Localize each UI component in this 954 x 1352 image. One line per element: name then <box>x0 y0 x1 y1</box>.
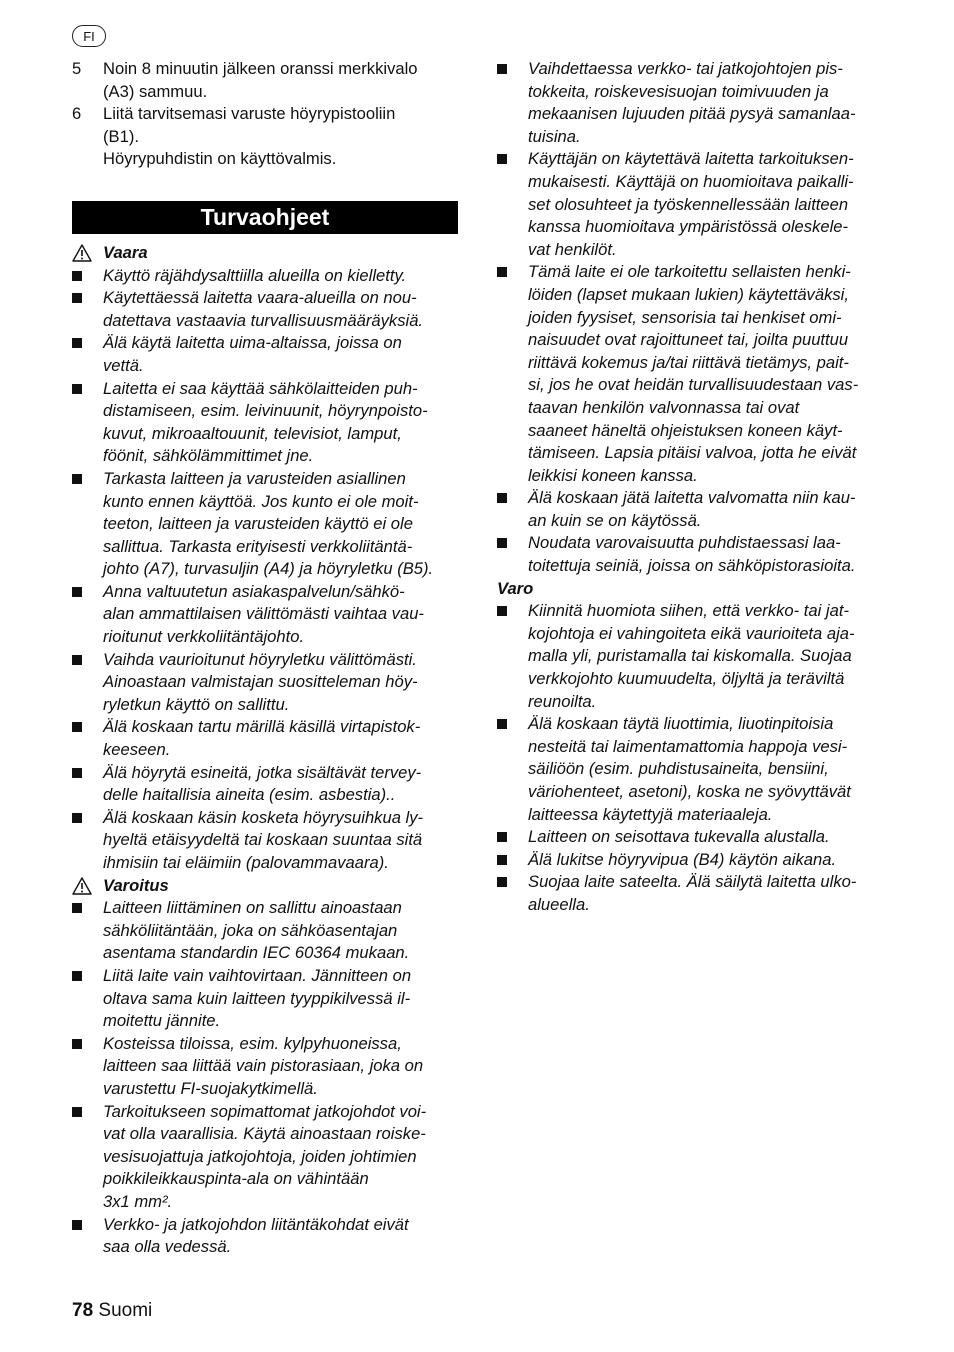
square-bullet-icon <box>497 154 507 164</box>
list-item-line: Kiinnitä huomiota siihen, että verkko- tai jat- <box>528 601 849 621</box>
square-bullet-icon <box>72 1220 82 1230</box>
list-item-line: saa olla vedessä. <box>103 1237 232 1257</box>
list-item-line: Älä käytä laitetta uima-altaissa, joissa on <box>103 333 402 353</box>
list-item-line: säiliöön (esim. puhdistusaineita, bensiini, <box>528 759 829 779</box>
page-number: 78 <box>72 1300 94 1321</box>
square-bullet-icon <box>72 655 82 665</box>
list-item-line: sallittua. Tarkasta erityisesti verkkoliitäntä- <box>103 536 413 556</box>
list-item-line: naisuudet ovat rajoittuneet tai, joilta puuttuu <box>528 330 849 350</box>
step-text-line: Liitä tarvitsemasi varuste höyrypistooliin <box>103 104 396 124</box>
list-item-line: alueella. <box>528 894 590 914</box>
square-bullet-icon <box>72 1107 82 1117</box>
step-list <box>72 58 460 171</box>
list-item-line: laitteessa käytettyjä materiaaleja. <box>528 804 773 824</box>
square-bullet-icon <box>497 538 507 548</box>
list-item-line: distamiseen, esim. leivinuunit, höyrynpoisto- <box>103 401 428 421</box>
list-item-line: Älä koskaan jätä laitetta valvomatta niin kau- <box>528 488 856 508</box>
square-bullet-icon <box>497 719 507 729</box>
list-item-line: alan ammattilaisen välittömästi vaihtaa vau- <box>103 604 424 624</box>
square-bullet-icon <box>497 832 507 842</box>
list-item-line: Tarkoitukseen sopimattomat jatkojohdot voi- <box>103 1101 427 1121</box>
list-item-line: tokkeita, roiskevesisuojan toimivuuden ja <box>528 81 829 101</box>
list-item-line: kuvut, mikroaaltouunit, televisiot, lamput, <box>103 423 402 443</box>
list-item <box>72 378 460 468</box>
list-item-line: Suojaa laite sateelta. Älä säilytä laitetta ulko- <box>528 872 857 892</box>
language-badge: FI <box>72 25 106 47</box>
list-item-line: varustettu FI-suojakytkimellä. <box>103 1078 318 1098</box>
left-column <box>72 58 460 1259</box>
list-item-line: si, jos he ovat heidän turvallisuudestaan vas- <box>528 375 859 395</box>
list-item <box>497 849 889 872</box>
step-text-line: (B1). <box>103 126 139 146</box>
list-item <box>72 762 460 807</box>
page-footer <box>72 1300 152 1322</box>
list-item-line: Käyttäjän on käytettävä laitetta tarkoituksen- <box>528 149 854 169</box>
list-item <box>72 581 460 649</box>
list-item-line: joiden fyysiset, sensorisia tai henkiset omi- <box>528 307 842 327</box>
list-item <box>497 532 889 577</box>
list-item-line: Liitä laite vain vaihtovirtaan. Jännitteen on <box>103 965 412 985</box>
list-item-line: datettava vastaavia turvallisuusmääräyksiä. <box>103 310 424 330</box>
list-item-line: väriohenteet, asetoni), koska ne syövyttävät <box>528 782 851 801</box>
list-item-line: 3x1 mm². <box>103 1191 173 1211</box>
list-item-line: Älä höyrytä esineitä, jotka sisältävät tervey- <box>103 762 422 782</box>
square-bullet-icon <box>497 64 507 74</box>
list-item-line: Noudata varovaisuutta puhdistaessasi laa- <box>528 533 841 553</box>
step-text-line: Höyrypuhdistin on käyttövalmis. <box>103 149 337 169</box>
list-item-line: set olosuhteet ja työskennellessään laitteen <box>528 194 849 214</box>
varo-heading <box>497 578 889 601</box>
list-item-line: Älä koskaan täytä liuottimia, liuotinpitoisia <box>528 714 834 734</box>
list-item-line: Laitteen on seisottava tukevalla alustalla. <box>528 827 830 847</box>
list-item <box>497 871 889 916</box>
square-bullet-icon <box>72 474 82 484</box>
list-item-line: moitettu jännite. <box>103 1011 221 1031</box>
list-item <box>72 1214 460 1259</box>
list-item-line: tuisina. <box>528 126 581 146</box>
list-item <box>72 1101 460 1214</box>
list-item-line: Tarkasta laitteen ja varusteiden asiallinen <box>103 468 406 488</box>
list-item-line: Tämä laite ei ole tarkoitettu sellaisten henki- <box>528 262 851 282</box>
square-bullet-icon <box>72 587 82 597</box>
list-item-line: Anna valtuutetun asiakaspalvelun/sähkö- <box>103 581 405 601</box>
list-item-line: mukaisesti. Käyttäjä on huomioitava paikalli- <box>528 171 854 191</box>
list-item-line: vat olla vaarallisia. Käytä ainoastaan roiske- <box>103 1124 426 1144</box>
step-item <box>72 103 460 171</box>
list-item <box>497 487 889 532</box>
list-item-line: toitettuja seiniä, joissa on sähköpistorasioita. <box>528 556 856 576</box>
list-item-line: leikkisi koneen kanssa. <box>528 465 698 485</box>
list-item-line: reunoilta. <box>528 691 597 711</box>
square-bullet-icon <box>497 493 507 503</box>
step-number: 5 <box>72 59 82 78</box>
list-item-line: Käyttö räjähdysalttiilla alueilla on kielletty. <box>103 265 407 285</box>
varoitus-list <box>72 897 460 1259</box>
square-bullet-icon <box>497 877 507 887</box>
list-item-line: laitteen saa liittää vain pistorasiaan, joka on <box>103 1056 424 1076</box>
square-bullet-icon <box>72 1039 82 1049</box>
square-bullet-icon <box>72 722 82 732</box>
step-text-line: Noin 8 minuutin jälkeen oranssi merkkivalo <box>103 59 418 78</box>
list-item <box>497 261 889 487</box>
vaara-label: Vaara <box>103 242 148 262</box>
varo-list <box>497 600 889 916</box>
list-item <box>72 807 460 875</box>
square-bullet-icon <box>497 855 507 865</box>
square-bullet-icon <box>497 606 507 616</box>
vaara-heading <box>72 242 460 265</box>
square-bullet-icon <box>72 293 82 303</box>
step-text-line: (A3) sammuu. <box>103 81 208 101</box>
list-item-line: Vaihdettaessa verkko- tai jatkojohtojen pis- <box>528 59 843 78</box>
list-item-line: hyeltä etäisyydeltä tai koskaan suuntaa sitä <box>103 830 423 850</box>
list-item <box>497 600 889 713</box>
list-item-line: Älä lukitse höyryvipua (B4) käytön aikana. <box>528 849 837 869</box>
list-item-line: löiden (lapset mukaan lukien) käytettäväksi, <box>528 284 849 304</box>
section-title: Turvaohjeet <box>72 201 458 234</box>
list-item-line: oltava sama kuin laitteen tyyppikilvessä il- <box>103 988 411 1008</box>
list-item-line: delle haitallisia aineita (esim. asbestia).. <box>103 785 396 805</box>
list-item-line: verkkojohto kuumuudelta, öljyltä ja teräviltä <box>528 669 845 689</box>
list-item-line: Verkko- ja jatkojohdon liitäntäkohdat eivät <box>103 1214 409 1234</box>
list-item <box>497 713 889 826</box>
list-item <box>72 265 460 288</box>
list-item-line: kanssa huomioitava ympäristössä oleskele- <box>528 217 849 237</box>
square-bullet-icon <box>72 813 82 823</box>
list-item-line: vat henkilöt. <box>528 239 617 259</box>
square-bullet-icon <box>72 384 82 394</box>
list-item-line: Käytettäessä laitetta vaara-alueilla on nou- <box>103 288 417 308</box>
list-item-line: asentama standardin IEC 60364 mukaan. <box>103 943 410 963</box>
list-item-line: johto (A7), turvasuljin (A4) ja höyryletku (B5). <box>103 559 434 579</box>
square-bullet-icon <box>497 267 507 277</box>
list-item-line: föönit, sähkölämmittimet jne. <box>103 446 314 466</box>
list-item-line: Laitetta ei saa käyttää sähkölaitteiden puh- <box>103 378 418 398</box>
list-item-line: saaneet häneltä ohjeistuksen koneen käyt- <box>528 420 843 440</box>
square-bullet-icon <box>72 338 82 348</box>
vaara-list <box>72 265 460 875</box>
right-column <box>497 58 889 917</box>
warning-triangle-icon <box>72 244 92 262</box>
list-item <box>72 287 460 332</box>
list-item-line: poikkileikkauspinta-ala on vähintään <box>103 1169 369 1189</box>
varoitus-label: Varoitus <box>103 875 169 895</box>
list-item-line: vesisuojattuja jatkojohtoja, joiden johtimien <box>103 1146 417 1166</box>
list-item <box>72 716 460 761</box>
list-item <box>72 468 460 581</box>
list-item-line: kojohtoja ei vahingoiteta eikä vaurioiteta aja- <box>528 623 855 643</box>
square-bullet-icon <box>72 903 82 913</box>
square-bullet-icon <box>72 768 82 778</box>
list-item <box>497 58 889 148</box>
list-item-line: ryletkun käyttö on sallittu. <box>103 694 290 714</box>
list-item-line: riittävä kokemus ja/tai riittävä tietämys, pait- <box>528 352 849 372</box>
square-bullet-icon <box>72 271 82 281</box>
list-item-line: rioitunut verkkoliitäntäjohto. <box>103 627 305 647</box>
list-item-line: Kosteissa tiloissa, esim. kylpyhuoneissa, <box>103 1033 402 1053</box>
list-item-line: teeton, laitteen ja varusteiden käyttö ei ole <box>103 514 413 534</box>
list-item <box>72 897 460 965</box>
list-item-line: keeseen. <box>103 740 171 760</box>
warning-triangle-icon <box>72 877 92 895</box>
list-item-line: sähköliitäntään, joka on sähköasentajan <box>103 920 398 940</box>
footer-language: Suomi <box>98 1300 153 1321</box>
step-item <box>72 58 460 103</box>
list-item <box>497 148 889 261</box>
list-item-line: taavan henkilön valvonnassa tai ovat <box>528 397 800 417</box>
list-item-line: vettä. <box>103 355 144 375</box>
list-item-line: Vaihda vaurioitunut höyryletku välittömästi. <box>103 649 417 669</box>
list-item <box>72 1033 460 1101</box>
list-item-line: an kuin se on käytössä. <box>528 510 702 530</box>
list-item-line: Ainoastaan valmistajan suositteleman höy- <box>103 672 418 692</box>
list-item-line: tämiseen. Lapsia pitäisi valvoa, jotta he eivät <box>528 443 857 463</box>
list-item-line: Älä koskaan käsin kosketa höyrysuihkua ly- <box>103 807 424 827</box>
step-number: 6 <box>72 104 82 124</box>
varoitus-heading <box>72 875 460 898</box>
list-item-line: mekaanisen lujuuden pitää pysyä samanlaa- <box>528 104 856 124</box>
list-item <box>72 332 460 377</box>
list-item-line: Älä koskaan tartu märillä käsillä virtapistok- <box>103 717 421 737</box>
varo-label: Varo <box>497 578 534 598</box>
list-item-line: nesteitä tai laimentamattomia happoja vesi- <box>528 736 848 756</box>
list-item-line: malla yli, puristamalla tai kiskomalla. Suojaa <box>528 646 852 666</box>
list-item-line: Laitteen liittäminen on sallittu ainoastaan <box>103 898 402 918</box>
list-item <box>497 826 889 849</box>
safety-list-continued <box>497 58 889 578</box>
square-bullet-icon <box>72 971 82 981</box>
list-item <box>72 965 460 1033</box>
list-item <box>72 649 460 717</box>
list-item-line: ihmisiin tai eläimiin (palovammavaara). <box>103 853 389 872</box>
list-item-line: kunto ennen käyttöä. Jos kunto ei ole moit- <box>103 491 419 511</box>
